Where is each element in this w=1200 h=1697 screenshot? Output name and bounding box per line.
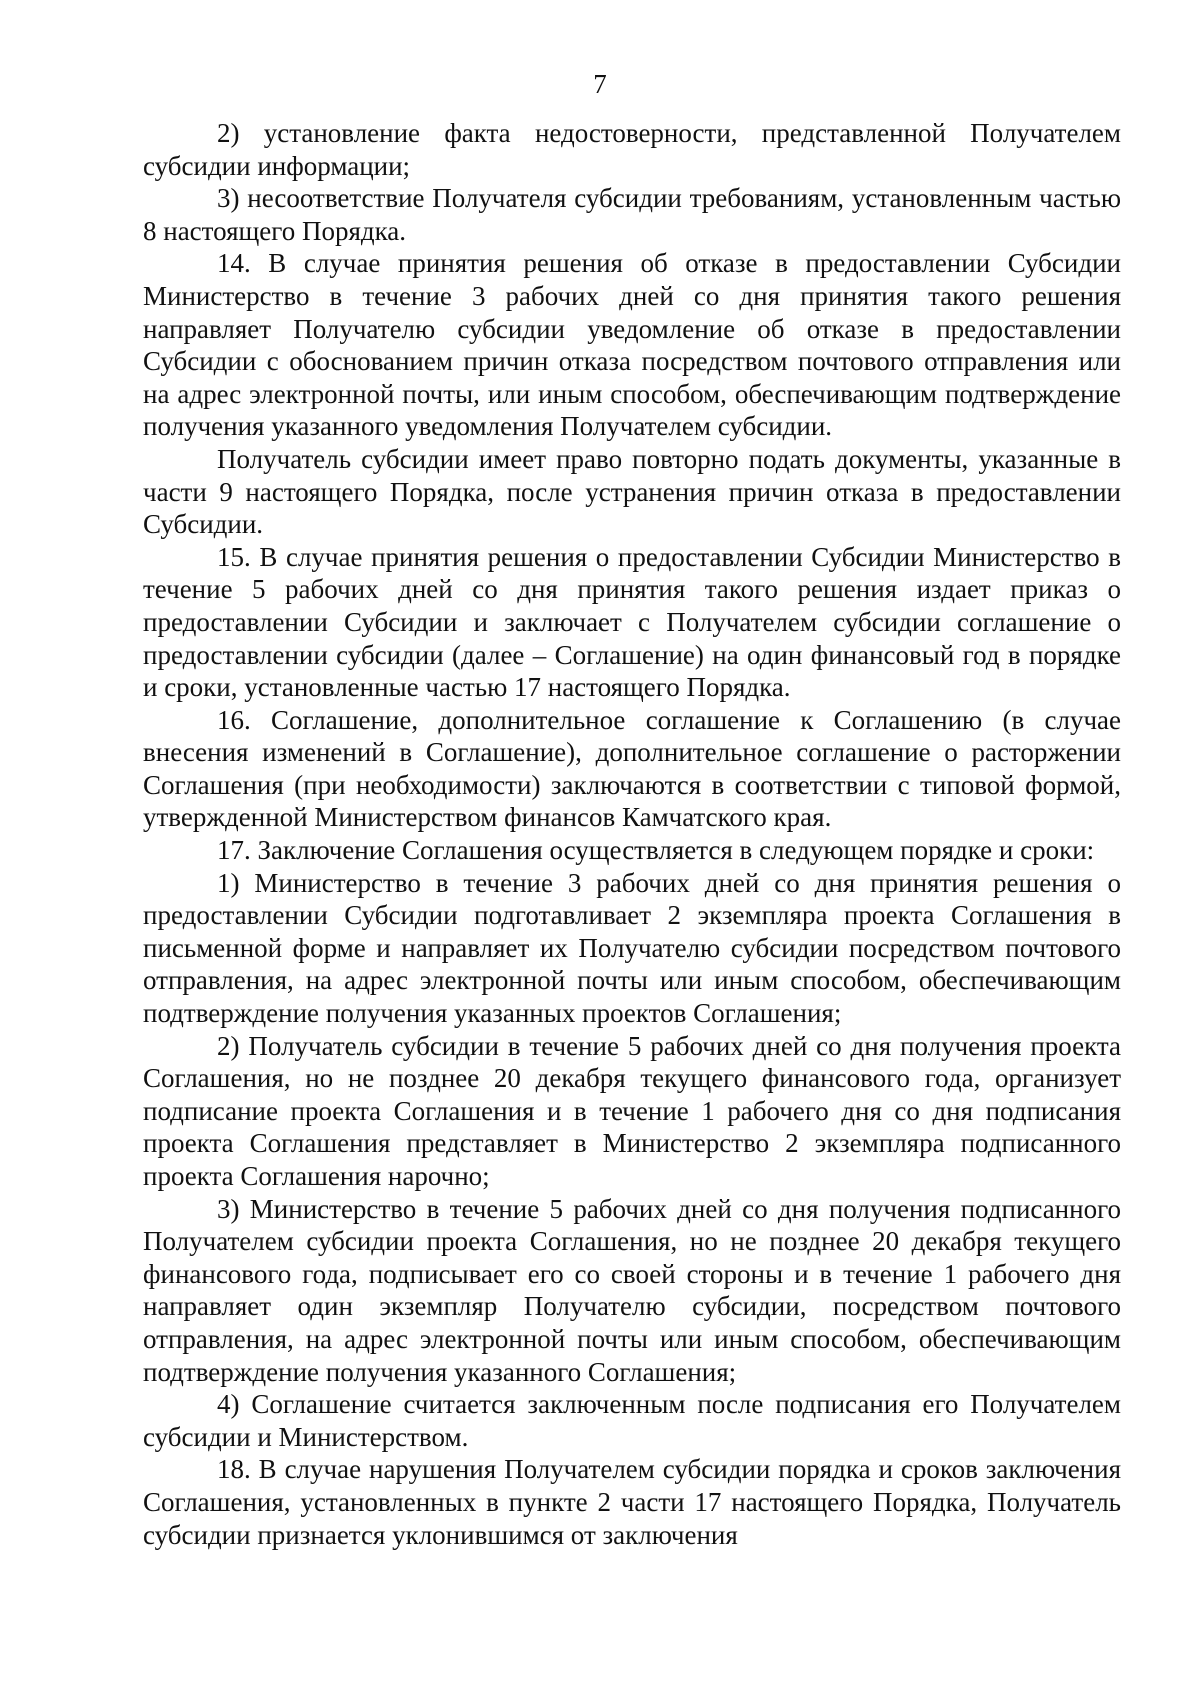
paragraph-17-item-2: 2) Получатель субсидии в течение 5 рабочих дней со дня получения проекта Соглашения, но не позднее 20 декабря текущего финансового года, организует подписание проекта Соглашения и в течение 1 рабочего дня со дня подписания проекта Соглашения представляет в Министерство 2 экземпляра подписанного проекта Соглашения нарочно; (143, 1030, 1121, 1191)
paragraph-15: 15. В случае принятия решения о предоставлении Субсидии Министерство в течение 5 рабочих дней со дня принятия такого решения издает приказ о предоставлении Субсидии и заключает с Получателем субсидии соглашение о предоставлении субсидии (далее – Соглашение) на один финансовый год в порядке и сроки, установленные частью 17 настоящего Порядка. (143, 541, 1121, 703)
paragraph-14-resubmission: Получатель субсидии имеет право повторно подать документы, указанные в части 9 настоящего Порядка, после устранения причин отказа в предоставлении Субсидии. (143, 443, 1121, 540)
paragraph-16: 16. Соглашение, дополнительное соглашение к Соглашению (в случае внесения изменений в Соглашение), дополнительное соглашение о расторжении Соглашения (при необходимости) заключаются в соответствии с типовой формой, утвержденной Министерством финансов Камчатского края. (143, 704, 1121, 833)
paragraph-17-item-1: 1) Министерство в течение 3 рабочих дней со дня принятия решения о предоставлении Субсидии подготавливает 2 экземпляра проекта Соглашения в письменной форме и направляет их Получателю субсидии посредством почтового отправления, на адрес электронной почты или иным способом, обеспечивающим подтверждение получения указанных проектов Соглашения; (143, 867, 1121, 1029)
paragraph-17-item-4: 4) Соглашение считается заключенным после подписания его Получателем субсидии и Министерством. (143, 1389, 1121, 1452)
paragraph-17: 17. Заключение Соглашения осуществляется в следующем порядке и сроки: (217, 835, 1095, 866)
paragraph-item-3: 3) несоответствие Получателя субсидии требованиям, установленным частью 8 настоящего Порядка. (143, 183, 1121, 246)
document-body (143, 117, 1121, 1551)
paragraph-item-2: 2) установление факта недостоверности, представленной Получателем субсидии информации; (143, 118, 1121, 181)
paragraph-14: 14. В случае принятия решения об отказе в предоставлении Субсидии Министерство в течение 3 рабочих дней со дня принятия такого решения направляет Получателю субсидии уведомление об отказе в предоставлении Субсидии с обоснованием причин отказа посредством почтового отправления или на адрес электронной почты, или иным способом, обеспечивающим подтверждение получения указанного уведомления Получателем субсидии. (143, 248, 1121, 442)
paragraph-18: 18. В случае нарушения Получателем субсидии порядка и сроков заключения Соглашения, установленных в пункте 2 части 17 настоящего Порядка, Получатель субсидии признается уклонившимся от заключения (143, 1454, 1121, 1550)
paragraph-17-item-3: 3) Министерство в течение 5 рабочих дней со дня получения подписанного Получателем субсидии проекта Соглашения, но не позднее 20 декабря текущего финансового года, подписывает его со своей стороны и в течение 1 рабочего дня направляет один экземпляр Получателю субсидии, посредством почтового отправления, на адрес электронной почты или иным способом, обеспечивающим подтверждение получения указанного Соглашения; (143, 1193, 1121, 1387)
page-number: 7 (593, 69, 607, 99)
